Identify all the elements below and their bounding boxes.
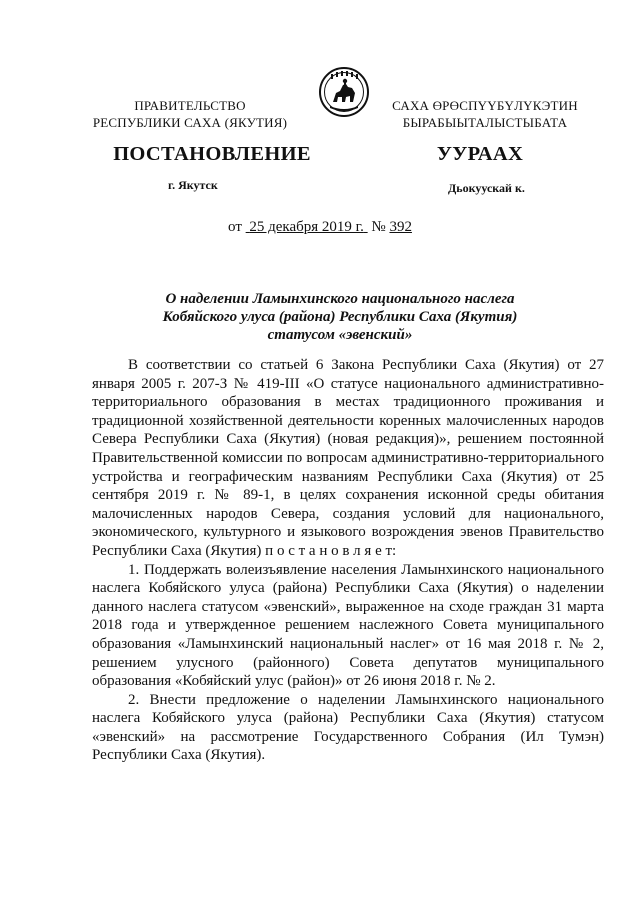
document-subject — [130, 290, 550, 344]
item-paragraph-1: 1. Поддержать волеизъявление населения Ламынхинского национального наслега Кобяйского улуса (района) Республики Саха (Якутия) о наделении данного наслега статусом «эвенский», выраженное на сходе граждан 31 марта 2018 года и утвержденное решением наслежного Совета муниципального образования «Ламынхинский национальный наслег» от 16 мая 2018 г. № 2, решением улусного (районного) Совета депутатов муниципального образования «Кобяйский улус (район)» от 26 июня 2018 г. № 2. — [92, 561, 604, 690]
coat-of-arms-icon — [318, 66, 370, 118]
org-name-line1: САХА ӨРӨСПҮҮБҮЛҮКЭТИН — [392, 98, 578, 113]
date-number-line — [0, 219, 640, 236]
date-prefix: от — [228, 219, 242, 235]
subject-line: Кобяйского улуса (района) Республики Саха (Якутия) — [162, 309, 518, 325]
city-russian: г. Якутск — [168, 178, 218, 192]
preamble-paragraph: В соответствии со статьей 6 Закона Республики Саха (Якутия) от 27 января 2005 г. 207-З № 419-III «О статусе национального административно-территориального образования в местах традиционного проживания и традиционной хозяйственной деятельности коренных малочисленных народов Севера Республики Саха (Якутия) (новая редакция)», решением постоянной Правительственной комиссии по вопросам административно-территориального устройства и географическим названиям Республики Саха (Якутия) от 25 сентября 2019 г. № 89-1, в целях сохранения исконной среды обитания малочисленных народов Севера, создания условий для национального, экономического, культурного и языкового возрождения эвенов Правительство Республики Саха (Якутия) п о с т а н о в л я е т: — [92, 357, 604, 559]
subject-line: статусом «эвенский» — [267, 327, 413, 343]
city-yakut: Дьокуускай к. — [448, 181, 525, 195]
document-date: 25 декабря 2019 г. — [249, 219, 364, 235]
org-name-line2: РЕСПУБЛИКИ САХА (ЯКУТИЯ) — [92, 115, 288, 130]
number-label: № — [371, 219, 386, 235]
document-body — [92, 356, 604, 765]
document-number: 392 — [389, 219, 412, 235]
item-paragraph-2: 2. Внести предложение о наделении Ламынхинского национального наслега Кобяйского улуса (района) Республики Саха (Якутия) статусом «эвенский» на рассмотрение Государственного Собрания (Ил Тумэн) Республики Саха (Якутия). — [92, 691, 604, 764]
org-name-yakut — [370, 97, 600, 131]
org-name-line1: ПРАВИТЕЛЬСТВО — [134, 98, 246, 113]
org-name-russian — [90, 97, 290, 131]
org-name-line2: БЫРАБЫЫТАЛЫСТЫБАТА — [402, 115, 568, 130]
doc-type-yakut: УУРААХ — [436, 143, 524, 165]
doc-type-russian: ПОСТАНОВЛЕНИЕ — [113, 143, 311, 165]
subject-line: О наделении Ламынхинского национального наслега — [165, 291, 515, 307]
